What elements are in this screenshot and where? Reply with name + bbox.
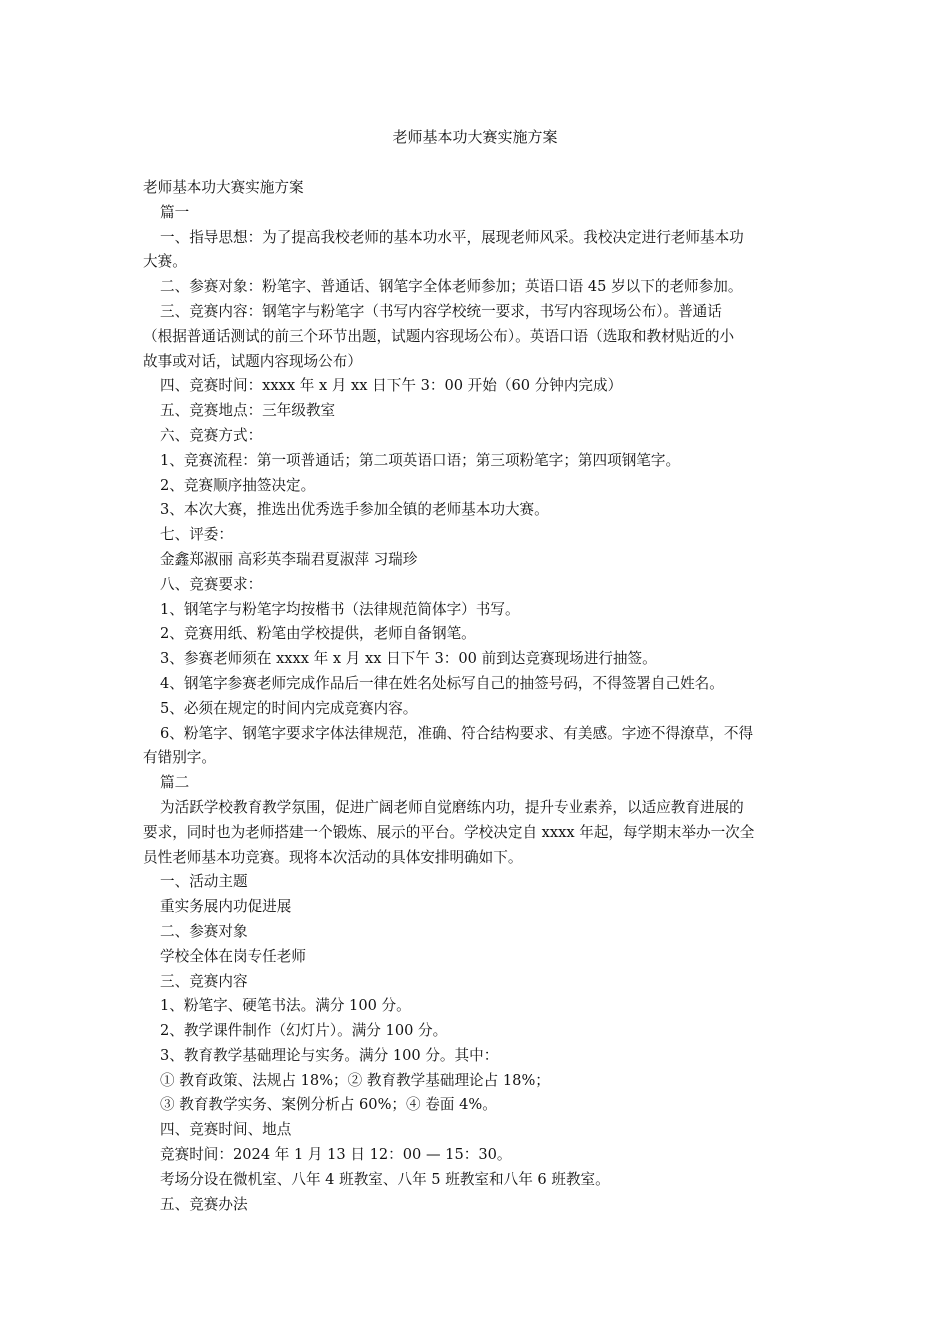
text-line: 3、参赛老师须在 xxxx 年 x 月 xx 日下午 3：00 前到达竞赛现场进行抽签。 xyxy=(160,650,657,668)
text-line: ③ 教育教学实务、案例分析占 60%；④ 卷面 4%。 xyxy=(160,1096,497,1114)
text-line: 学校全体在岗专任老师 xyxy=(160,947,306,965)
text-line: 四、竞赛时间、地点 xyxy=(160,1121,292,1139)
text-line: 故事或对话，试题内容现场公布） xyxy=(143,352,362,370)
text-line: 要求，同时也为老师搭建一个锻炼、展示的平台。学校决定自 xxxx 年起，每学期末举办一次全 xyxy=(143,823,755,841)
text-line: 五、竞赛地点：三年级教室 xyxy=(160,402,336,420)
text-line: 重实务展内功促进展 xyxy=(160,898,292,916)
text-line: 六、竞赛方式： xyxy=(160,426,263,444)
text-line: 1、粉笔字、硬笔书法。满分 100 分。 xyxy=(160,997,411,1015)
text-line: 员性老师基本功竞赛。现将本次活动的具体安排明确如下。 xyxy=(143,848,523,866)
text-line: 四、竞赛时间：xxxx 年 x 月 xx 日下午 3：00 开始（60 分钟内完成） xyxy=(160,377,623,395)
text-line: 二、参赛对象 xyxy=(160,922,248,940)
text-line: 4、钢笔字参赛老师完成作品后一律在姓名处标写自己的抽签号码，不得签署自己姓名。 xyxy=(160,674,724,692)
text-line: 6、粉笔字、钢笔字要求字体法律规范，准确、符合结构要求、有美感。字迹不得潦草，不得 xyxy=(160,724,754,742)
text-line: 篇一 xyxy=(160,203,190,221)
text-line: 篇二 xyxy=(160,774,190,792)
text-line: 3、教育教学基础理论与实务。满分 100 分。其中： xyxy=(160,1046,499,1064)
text-line: 有错别字。 xyxy=(143,749,216,767)
text-line: 五、竞赛办法 xyxy=(160,1195,248,1213)
text-line: 八、竞赛要求： xyxy=(160,575,263,593)
text-line: 2、竞赛顺序抽签决定。 xyxy=(160,476,316,494)
text-line: 5、必须在规定的时间内完成竞赛内容。 xyxy=(160,699,418,717)
text-line: 为活跃学校教育教学氛围，促进广阔老师自觉磨练内功，提升专业素养，以适应教育进展的 xyxy=(160,798,744,816)
text-line: 2、竞赛用纸、粉笔由学校提供，老师自备钢笔。 xyxy=(160,625,476,643)
document-title: 老师基本功大赛实施方案 xyxy=(392,128,558,146)
text-line: 老师基本功大赛实施方案 xyxy=(143,179,304,196)
text-line: 一、活动主题 xyxy=(160,873,248,891)
text-line: 三、竞赛内容 xyxy=(160,972,248,990)
document-body xyxy=(143,176,811,1217)
text-line: 1、钢笔字与粉笔字均按楷书（法律规范简体字）书写。 xyxy=(160,600,520,618)
text-line: 考场分设在微机室、八年 4 班教室、八年 5 班教室和八年 6 班教室。 xyxy=(160,1170,610,1188)
text-line: （根据普通话测试的前三个环节出题，试题内容现场公布）。英语口语（选取和教材贴近的小 xyxy=(143,327,735,345)
text-line: 一、指导思想：为了提高我校老师的基本功水平，展现老师风采。我校决定进行老师基本功 xyxy=(160,228,744,246)
text-line: 大赛。 xyxy=(143,253,187,271)
text-line: 1、竞赛流程：第一项普通话；第二项英语口语；第三项粉笔字；第四项钢笔字。 xyxy=(160,451,681,469)
text-line: ① 教育政策、法规占 18%；② 教育教学基础理论占 18%； xyxy=(160,1071,550,1089)
text-line: 竞赛时间：2024 年 1 月 13 日 12：00 — 15：30。 xyxy=(160,1146,512,1164)
text-line: 2、教学课件制作（幻灯片）。满分 100 分。 xyxy=(160,1022,448,1040)
text-line: 三、竞赛内容：钢笔字与粉笔字（书写内容学校统一要求，书写内容现场公布）。普通话 xyxy=(160,302,722,320)
text-line: 二、参赛对象：粉笔字、普通话、钢笔字全体老师参加；英语口语 45 岁以下的老师参加。 xyxy=(160,278,743,296)
text-line: 金鑫郑淑丽 高彩英李瑞君夏淑萍 习瑞珍 xyxy=(160,550,418,568)
text-line: 3、本次大赛，推选出优秀选手参加全镇的老师基本功大赛。 xyxy=(160,501,549,519)
text-line: 七、评委： xyxy=(160,526,233,544)
